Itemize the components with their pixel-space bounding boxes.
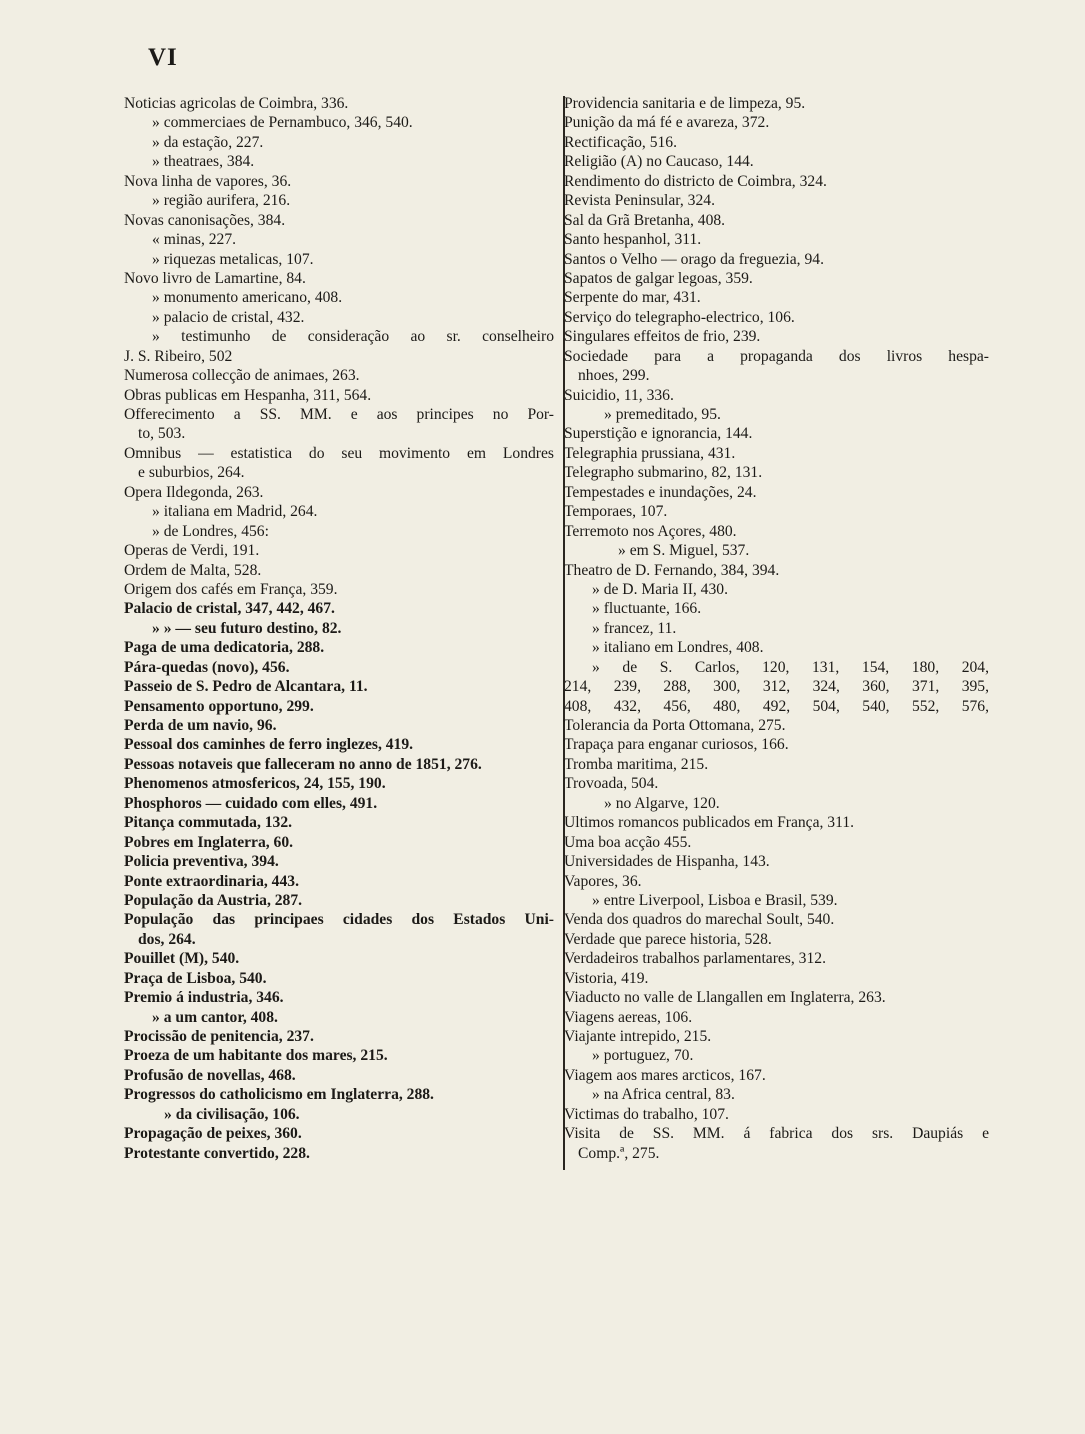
index-entry: Ultimos romancos publicados em França, 311. bbox=[564, 814, 855, 832]
index-entry: » italiano em Londres, 408. bbox=[592, 639, 764, 657]
index-entry: Origem dos cafés em França, 359. bbox=[124, 580, 338, 598]
index-entry: Palacio de cristal, 347, 442, 467. bbox=[124, 600, 335, 618]
index-column-right bbox=[564, 94, 989, 1163]
index-entry: » commerciaes de Pernambuco, 346, 540. bbox=[152, 114, 413, 132]
index-entry: Operas de Verdi, 191. bbox=[124, 542, 260, 560]
index-entry: Opera Ildegonda, 263. bbox=[124, 483, 264, 501]
index-entry: Praça de Lisboa, 540. bbox=[124, 969, 267, 987]
index-entry: » a um cantor, 408. bbox=[152, 1008, 278, 1026]
index-entry: Sal da Grã Bretanha, 408. bbox=[564, 211, 726, 229]
index-entry: 408, 432, 456, 480, 492, 504, 540, 552, 576, bbox=[564, 697, 989, 715]
index-entry: Venda dos quadros do marechal Soult, 540. bbox=[564, 911, 835, 929]
index-entry: nhoes, 299. bbox=[578, 367, 650, 385]
index-entry: Sociedade para a propaganda dos livros hespa- bbox=[564, 347, 989, 365]
index-entry: Pensamento opportuno, 299. bbox=[124, 697, 314, 715]
index-entry: Protestante convertido, 228. bbox=[124, 1144, 310, 1162]
index-entry: » fluctuante, 166. bbox=[592, 600, 702, 618]
index-entry: » no Algarve, 120. bbox=[604, 794, 720, 812]
index-entry: Trapaça para enganar curiosos, 166. bbox=[564, 736, 789, 754]
index-entry: Viajante intrepido, 215. bbox=[564, 1028, 712, 1045]
index-entry: » região aurifera, 216. bbox=[152, 192, 291, 210]
index-entry: Suicidio, 11, 336. bbox=[564, 386, 674, 404]
index-entry: Noticias agricolas de Coimbra, 336. bbox=[124, 95, 349, 112]
index-entry: Tempestades e inundações, 24. bbox=[564, 483, 757, 501]
index-entry: Phenomenos atmosfericos, 24, 155, 190. bbox=[124, 775, 386, 793]
index-entry: » da civilisação, 106. bbox=[164, 1105, 300, 1123]
index-entry: Phosphoros — cuidado com elles, 491. bbox=[124, 794, 378, 812]
index-entry: » da estação, 227. bbox=[152, 133, 264, 151]
index-entry: Uma boa acção 455. bbox=[564, 833, 692, 851]
index-entry: Novas canonisações, 384. bbox=[124, 211, 286, 229]
index-entry: Temporaes, 107. bbox=[564, 503, 668, 521]
index-entry: Visita de SS. MM. á fabrica dos srs. Daupiás e bbox=[564, 1125, 989, 1143]
index-entry: » de D. Maria II, 430. bbox=[592, 580, 728, 598]
index-entry: Verdadeiros trabalhos parlamentares, 312. bbox=[564, 950, 826, 968]
index-entry: Omnibus — estatistica do seu movimento em Londres bbox=[124, 444, 554, 462]
index-entry: Progressos do catholicismo em Inglaterra, 288. bbox=[124, 1086, 434, 1104]
index-entry: Sapatos de galgar legoas, 359. bbox=[564, 269, 753, 287]
index-entry: Policia preventiva, 394. bbox=[124, 853, 279, 871]
index-entry: « minas, 227. bbox=[152, 231, 237, 249]
index-entry: Procissão de penitencia, 237. bbox=[124, 1028, 314, 1045]
index-entry: Ponte extraordinaria, 443. bbox=[124, 872, 299, 890]
index-entry: População das principaes cidades dos Estados Uni- bbox=[124, 911, 554, 929]
index-entry: e suburbios, 264. bbox=[138, 464, 245, 482]
index-entry: Vapores, 36. bbox=[564, 872, 642, 890]
index-entry: Superstição e ignorancia, 144. bbox=[564, 425, 753, 443]
index-entry: Pobres em Inglaterra, 60. bbox=[124, 833, 294, 851]
index-entry: Telegrapho submarino, 82, 131. bbox=[564, 464, 763, 482]
index-entry: » testimunho de consideração ao sr. conselheiro bbox=[152, 328, 554, 346]
index-entry: Serviço do telegrapho-electrico, 106. bbox=[564, 308, 795, 326]
index-entry: Perda de um navio, 96. bbox=[124, 717, 277, 734]
index-entry: Rendimento do districto de Coimbra, 324. bbox=[564, 172, 827, 190]
index-entry: Tolerancia da Porta Ottomana, 275. bbox=[564, 717, 786, 734]
index-entry: Pessoas notaveis que falleceram no anno de 1851, 276. bbox=[124, 755, 482, 773]
index-entry: J. S. Ribeiro, 502 bbox=[124, 347, 233, 365]
index-entry: » premeditado, 95. bbox=[604, 406, 721, 423]
index-entry: Numerosa collecção de animaes, 263. bbox=[124, 367, 360, 385]
index-entry: Verdade que parece historia, 528. bbox=[564, 930, 772, 948]
index-entry: » monumento americano, 408. bbox=[152, 289, 343, 307]
index-entry: » » — seu futuro destino, 82. bbox=[152, 619, 342, 637]
index-entry: Pouillet (M), 540. bbox=[124, 950, 240, 968]
index-entry: dos, 264. bbox=[138, 930, 196, 948]
index-entry: Serpente do mar, 431. bbox=[564, 289, 701, 307]
index-entry: Pessoal dos caminhes de ferro inglezes, 419. bbox=[124, 736, 414, 754]
index-entry: Singulares effeitos de frio, 239. bbox=[564, 328, 761, 346]
index-entry: » palacio de cristal, 432. bbox=[152, 308, 305, 326]
index-entry: » de S. Carlos, 120, 131, 154, 180, 204, bbox=[592, 658, 989, 676]
index-entry: Offerecimento a SS. MM. e aos principes no Por- bbox=[124, 406, 554, 423]
index-entry: Trovoada, 504. bbox=[564, 775, 659, 793]
index-entry: Theatro de D. Fernando, 384, 394. bbox=[564, 561, 780, 579]
index-entry: Propagação de peixes, 360. bbox=[124, 1125, 302, 1143]
index-entry: » portuguez, 70. bbox=[592, 1047, 694, 1065]
index-entry: » de Londres, 456: bbox=[152, 522, 269, 540]
index-entry: Paga de uma dedicatoria, 288. bbox=[124, 639, 325, 657]
index-entry: Santo hespanhol, 311. bbox=[564, 231, 702, 249]
index-entry: 214, 239, 288, 300, 312, 324, 360, 371, 395, bbox=[564, 678, 989, 696]
page-folio: VI bbox=[148, 44, 178, 71]
index-entry: » entre Liverpool, Lisboa e Brasil, 539. bbox=[592, 891, 838, 909]
index-entry: Revista Peninsular, 324. bbox=[564, 192, 715, 210]
index-entry: » francez, 11. bbox=[592, 619, 677, 637]
index-entry: Profusão de novellas, 468. bbox=[124, 1066, 296, 1084]
index-entry: Religião (A) no Caucaso, 144. bbox=[564, 153, 754, 171]
index-entry: Providencia sanitaria e de limpeza, 95. bbox=[564, 95, 806, 112]
index-entry: Pitança commutada, 132. bbox=[124, 814, 293, 832]
index-entry: Nova linha de vapores, 36. bbox=[124, 172, 292, 190]
index-entry: População da Austria, 287. bbox=[124, 891, 303, 909]
index-entry: Rectificação, 516. bbox=[564, 133, 678, 151]
index-entry: Novo livro de Lamartine, 84. bbox=[124, 269, 306, 287]
index-entry: Premio á industria, 346. bbox=[124, 989, 284, 1007]
index-entry: Viaducto no valle de Llangallen em Inglaterra, 263. bbox=[564, 989, 886, 1007]
index-entry: » em S. Miguel, 537. bbox=[618, 542, 750, 560]
index-entry: Vistoria, 419. bbox=[564, 969, 649, 987]
index-entry: Terremoto nos Açores, 480. bbox=[564, 522, 737, 540]
index-entry: » riquezas metalicas, 107. bbox=[152, 250, 314, 268]
index-entry: » na Africa central, 83. bbox=[592, 1086, 735, 1104]
index-entry: Viagens aereas, 106. bbox=[564, 1008, 693, 1026]
index-entry: Obras publicas em Hespanha, 311, 564. bbox=[124, 386, 372, 404]
index-entry: Telegraphia prussiana, 431. bbox=[564, 444, 736, 462]
index-entry: to, 503. bbox=[138, 425, 186, 443]
index-entry: Comp.ª, 275. bbox=[578, 1144, 660, 1162]
index-entry: Santos o Velho — orago da freguezia, 94. bbox=[564, 250, 824, 268]
index-column-left bbox=[124, 94, 554, 1163]
index-entry: Pára-quedas (novo), 456. bbox=[124, 658, 290, 676]
index-entry: Ordem de Malta, 528. bbox=[124, 561, 262, 579]
index-entry: » italiana em Madrid, 264. bbox=[152, 503, 318, 521]
index-entry: Passeio de S. Pedro de Alcantara, 11. bbox=[124, 678, 368, 696]
index-entry: Tromba maritima, 215. bbox=[564, 755, 709, 773]
index-entry: Universidades de Hispanha, 143. bbox=[564, 853, 770, 871]
index-entry: Victimas do trabalho, 107. bbox=[564, 1105, 729, 1123]
index-entry: Viagem aos mares arcticos, 167. bbox=[564, 1066, 766, 1084]
index-entry: Punição da má fé e avareza, 372. bbox=[564, 114, 770, 132]
index-entry: » theatraes, 384. bbox=[152, 153, 255, 171]
index-entry: Proeza de um habitante dos mares, 215. bbox=[124, 1047, 388, 1065]
